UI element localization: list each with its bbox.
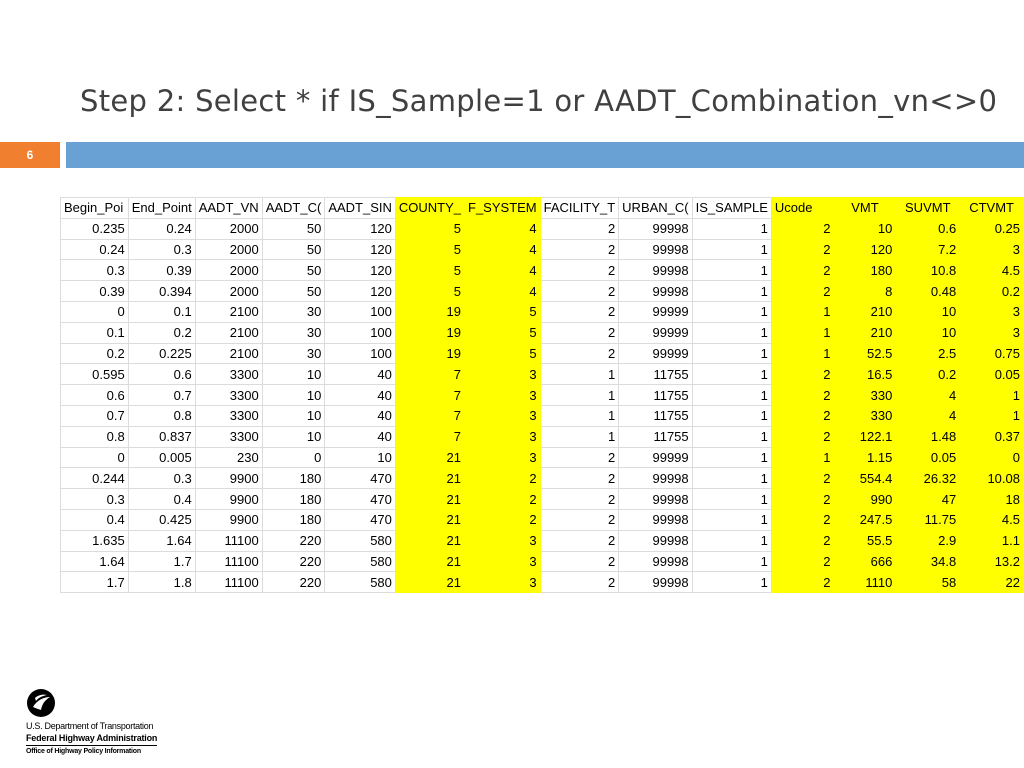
table-cell: 120 (325, 218, 396, 239)
column-header: SUVMT (896, 198, 960, 219)
table-cell: 9900 (195, 468, 262, 489)
table-row (61, 509, 1024, 530)
table-cell: 247.5 (834, 509, 896, 530)
table-cell: 1 (540, 385, 619, 406)
table-cell: 21 (395, 489, 464, 510)
table-cell: 5 (465, 301, 541, 322)
table-cell: 30 (262, 343, 325, 364)
table-cell: 0.4 (128, 489, 195, 510)
table-cell: 5 (395, 218, 464, 239)
table-cell: 10 (325, 447, 396, 468)
table-cell: 0.48 (896, 281, 960, 302)
table-cell: 0 (61, 301, 129, 322)
table-cell: 1.7 (128, 551, 195, 572)
table-cell: 7 (395, 405, 464, 426)
table-cell: 1.48 (896, 426, 960, 447)
table-cell: 1 (540, 364, 619, 385)
table-cell: 1 (692, 405, 771, 426)
table-cell: 2.9 (896, 530, 960, 551)
column-header: VMT (834, 198, 896, 219)
table-cell: 99998 (619, 468, 692, 489)
table-cell: 9900 (195, 509, 262, 530)
table-cell: 7 (395, 426, 464, 447)
table-cell: 470 (325, 489, 396, 510)
table-cell: 470 (325, 509, 396, 530)
table-cell: 580 (325, 551, 396, 572)
table-cell: 220 (262, 530, 325, 551)
table-cell: 22 (960, 572, 1024, 593)
table-cell: 3 (465, 364, 541, 385)
table-cell: 3 (960, 301, 1024, 322)
table-cell: 1 (771, 301, 834, 322)
table-cell: 2 (771, 489, 834, 510)
table-row (61, 385, 1024, 406)
table-cell: 2 (540, 509, 619, 530)
table-cell: 10 (262, 364, 325, 385)
table-cell: 0.3 (61, 489, 129, 510)
table-cell: 2 (540, 551, 619, 572)
table-cell: 3300 (195, 405, 262, 426)
table-cell: 2 (771, 218, 834, 239)
column-header: FACILITY_T (540, 198, 619, 219)
table-cell: 40 (325, 364, 396, 385)
table-cell: 5 (465, 343, 541, 364)
table-cell: 180 (834, 260, 896, 281)
table-cell: 0.244 (61, 468, 129, 489)
table-cell: 0 (61, 447, 129, 468)
table-row (61, 260, 1024, 281)
table-cell: 1.15 (834, 447, 896, 468)
table-cell: 10 (262, 405, 325, 426)
table-cell: 1 (692, 489, 771, 510)
table-cell: 10 (896, 301, 960, 322)
table-cell: 180 (262, 468, 325, 489)
table-cell: 99998 (619, 572, 692, 593)
table-cell: 0.394 (128, 281, 195, 302)
table-cell: 1 (692, 301, 771, 322)
office-name: Office of Highway Policy Information (26, 748, 141, 755)
table-cell: 1 (540, 405, 619, 426)
table-cell: 120 (325, 239, 396, 260)
table-cell: 0.05 (896, 447, 960, 468)
table-cell: 11755 (619, 364, 692, 385)
table-cell: 11100 (195, 572, 262, 593)
table-cell: 180 (262, 489, 325, 510)
table-cell: 0.2 (896, 364, 960, 385)
table-cell: 7 (395, 385, 464, 406)
table-cell: 9900 (195, 489, 262, 510)
dept-name: U.S. Department of Transportation (26, 721, 154, 731)
table-cell: 2 (540, 447, 619, 468)
table-cell: 1 (692, 343, 771, 364)
table-cell: 0.8 (128, 405, 195, 426)
table-cell: 11100 (195, 551, 262, 572)
table-cell: 2 (771, 385, 834, 406)
table-cell: 470 (325, 468, 396, 489)
table-cell: 1 (771, 322, 834, 343)
table-cell: 2 (465, 468, 541, 489)
table-header-row (61, 198, 1024, 219)
table-cell: 4 (896, 385, 960, 406)
table-cell: 1.7 (61, 572, 129, 593)
table-cell: 47 (896, 489, 960, 510)
table-cell: 4.5 (960, 260, 1024, 281)
table-cell: 2 (540, 260, 619, 281)
table-cell: 2100 (195, 301, 262, 322)
table-cell: 100 (325, 301, 396, 322)
table-cell: 1 (692, 551, 771, 572)
table-cell: 40 (325, 405, 396, 426)
column-header: AADT_C( (262, 198, 325, 219)
column-header: CTVMT (960, 198, 1024, 219)
table-cell: 4 (896, 405, 960, 426)
table-cell: 2100 (195, 322, 262, 343)
table-cell: 10.08 (960, 468, 1024, 489)
table-cell: 8 (834, 281, 896, 302)
table-cell: 4 (465, 239, 541, 260)
table-cell: 0.1 (128, 301, 195, 322)
table-cell: 99999 (619, 343, 692, 364)
table-cell: 10 (834, 218, 896, 239)
table-row (61, 218, 1024, 239)
column-header: End_Point (128, 198, 195, 219)
table-cell: 2 (771, 239, 834, 260)
table-cell: 1 (692, 322, 771, 343)
table-row (61, 301, 1024, 322)
table-cell: 1 (540, 426, 619, 447)
table-cell: 1 (692, 385, 771, 406)
table-cell: 0.2 (960, 281, 1024, 302)
table-cell: 18 (960, 489, 1024, 510)
table-cell: 0.425 (128, 509, 195, 530)
table-cell: 7.2 (896, 239, 960, 260)
table-cell: 1 (692, 364, 771, 385)
table-cell: 4 (465, 218, 541, 239)
table-cell: 2 (540, 530, 619, 551)
table-cell: 7 (395, 364, 464, 385)
table-cell: 5 (395, 281, 464, 302)
table-cell: 0.37 (960, 426, 1024, 447)
table-cell: 1110 (834, 572, 896, 593)
table-cell: 10 (896, 322, 960, 343)
table-cell: 230 (195, 447, 262, 468)
table-cell: 4.5 (960, 509, 1024, 530)
table-cell: 3 (465, 530, 541, 551)
table-cell: 99998 (619, 489, 692, 510)
table-cell: 1 (692, 260, 771, 281)
table-cell: 99998 (619, 509, 692, 530)
table-cell: 180 (262, 509, 325, 530)
table-row (61, 322, 1024, 343)
table-cell: 330 (834, 405, 896, 426)
table-cell: 19 (395, 343, 464, 364)
table-row (61, 572, 1024, 593)
table-cell: 0.3 (128, 468, 195, 489)
table-cell: 2 (540, 218, 619, 239)
table-cell: 0.837 (128, 426, 195, 447)
column-header: F_SYSTEM (465, 198, 541, 219)
data-table (60, 197, 1024, 593)
table-cell: 4 (465, 260, 541, 281)
table-cell: 99998 (619, 530, 692, 551)
table-cell: 1 (771, 447, 834, 468)
table-cell: 0.7 (128, 385, 195, 406)
table-cell: 5 (395, 239, 464, 260)
table-cell: 99999 (619, 447, 692, 468)
table-cell: 3 (465, 426, 541, 447)
table-cell: 0.6 (128, 364, 195, 385)
table-row (61, 364, 1024, 385)
table-cell: 2 (540, 322, 619, 343)
table-cell: 100 (325, 322, 396, 343)
table-cell: 666 (834, 551, 896, 572)
column-header: Begin_Poi (61, 198, 129, 219)
table-cell: 11755 (619, 426, 692, 447)
column-header: AADT_SIN (325, 198, 396, 219)
table-cell: 2 (540, 281, 619, 302)
table-cell: 2 (540, 468, 619, 489)
table-cell: 1 (692, 218, 771, 239)
table-cell: 0.595 (61, 364, 129, 385)
table-cell: 1 (692, 447, 771, 468)
table-cell: 2 (465, 509, 541, 530)
table-cell: 1 (692, 530, 771, 551)
table-cell: 30 (262, 322, 325, 343)
table-cell: 3300 (195, 426, 262, 447)
table-cell: 2000 (195, 218, 262, 239)
table-cell: 990 (834, 489, 896, 510)
table-cell: 50 (262, 239, 325, 260)
table-cell: 99998 (619, 260, 692, 281)
table-cell: 1 (771, 343, 834, 364)
dot-logo-icon (26, 688, 56, 718)
table-cell: 1 (692, 239, 771, 260)
table-cell: 1.635 (61, 530, 129, 551)
table-row (61, 551, 1024, 572)
table-cell: 3 (960, 322, 1024, 343)
table-cell: 2 (771, 551, 834, 572)
table-cell: 99998 (619, 551, 692, 572)
table-cell: 2 (771, 364, 834, 385)
table-cell: 3 (465, 447, 541, 468)
table-cell: 3 (465, 405, 541, 426)
table-cell: 3 (960, 239, 1024, 260)
table-cell: 100 (325, 343, 396, 364)
table-row (61, 530, 1024, 551)
table-cell: 2 (465, 489, 541, 510)
table-cell: 1 (692, 509, 771, 530)
table-cell: 0.05 (960, 364, 1024, 385)
table-cell: 11755 (619, 385, 692, 406)
table-cell: 10.8 (896, 260, 960, 281)
table-cell: 1.8 (128, 572, 195, 593)
table-cell: 5 (395, 260, 464, 281)
table-cell: 99998 (619, 239, 692, 260)
table-cell: 21 (395, 572, 464, 593)
table-cell: 10 (262, 385, 325, 406)
table-row (61, 468, 1024, 489)
table-cell: 4 (465, 281, 541, 302)
table-cell: 21 (395, 551, 464, 572)
table-cell: 2 (771, 509, 834, 530)
table-cell: 0.1 (61, 322, 129, 343)
column-header: Ucode (771, 198, 834, 219)
table-cell: 0.4 (61, 509, 129, 530)
table-cell: 0.235 (61, 218, 129, 239)
table-cell: 1 (960, 405, 1024, 426)
table-cell: 2 (771, 281, 834, 302)
table-cell: 0.3 (61, 260, 129, 281)
table-cell: 2 (771, 572, 834, 593)
table-cell: 13.2 (960, 551, 1024, 572)
table-cell: 210 (834, 322, 896, 343)
table-cell: 2 (540, 343, 619, 364)
table-cell: 21 (395, 447, 464, 468)
table-cell: 26.32 (896, 468, 960, 489)
table-cell: 0.2 (128, 322, 195, 343)
table-cell: 2 (540, 489, 619, 510)
table-cell: 210 (834, 301, 896, 322)
table-cell: 2 (771, 260, 834, 281)
table-cell: 0.39 (128, 260, 195, 281)
table-cell: 0.6 (61, 385, 129, 406)
table-cell: 0.8 (61, 426, 129, 447)
table-row (61, 426, 1024, 447)
table-row (61, 281, 1024, 302)
table-cell: 3 (465, 385, 541, 406)
table-cell: 0.24 (61, 239, 129, 260)
table-cell: 11100 (195, 530, 262, 551)
table-cell: 0.39 (61, 281, 129, 302)
column-header: COUNTY_ (395, 198, 464, 219)
table-cell: 0.6 (896, 218, 960, 239)
table-cell: 120 (325, 281, 396, 302)
table-cell: 0.75 (960, 343, 1024, 364)
table-cell: 0 (262, 447, 325, 468)
table-cell: 34.8 (896, 551, 960, 572)
table-cell: 580 (325, 572, 396, 593)
table-cell: 2000 (195, 281, 262, 302)
table-cell: 50 (262, 281, 325, 302)
table-cell: 19 (395, 322, 464, 343)
table-cell: 30 (262, 301, 325, 322)
table-cell: 11755 (619, 405, 692, 426)
table-cell: 58 (896, 572, 960, 593)
column-header: IS_SAMPLE (692, 198, 771, 219)
table-cell: 99998 (619, 218, 692, 239)
fhwa-logo (26, 688, 157, 758)
table-cell: 40 (325, 385, 396, 406)
table-cell: 2.5 (896, 343, 960, 364)
table-cell: 120 (325, 260, 396, 281)
table-cell: 0.225 (128, 343, 195, 364)
table-cell: 1 (692, 426, 771, 447)
table-cell: 580 (325, 530, 396, 551)
table-cell: 5 (465, 322, 541, 343)
table-cell: 99999 (619, 322, 692, 343)
table-cell: 10 (262, 426, 325, 447)
table-cell: 16.5 (834, 364, 896, 385)
table-cell: 99998 (619, 281, 692, 302)
table-cell: 2 (771, 468, 834, 489)
column-header: AADT_VN (195, 198, 262, 219)
agency-name: Federal Highway Administration (26, 732, 157, 746)
table-row (61, 239, 1024, 260)
table-cell: 0.24 (128, 218, 195, 239)
table-cell: 122.1 (834, 426, 896, 447)
table-cell: 220 (262, 551, 325, 572)
table-row (61, 447, 1024, 468)
table-cell: 2100 (195, 343, 262, 364)
table-cell: 19 (395, 301, 464, 322)
slide-title: Step 2: Select * if IS_Sample=1 or AADT_Combination_vn<>0 (80, 84, 998, 118)
table-cell: 2 (771, 405, 834, 426)
table-cell: 1.1 (960, 530, 1024, 551)
table-cell: 99999 (619, 301, 692, 322)
table-cell: 0 (960, 447, 1024, 468)
table-row (61, 405, 1024, 426)
table-cell: 21 (395, 509, 464, 530)
table-cell: 0.005 (128, 447, 195, 468)
table-cell: 2 (540, 239, 619, 260)
table-cell: 2000 (195, 260, 262, 281)
table-cell: 1 (692, 468, 771, 489)
table-cell: 52.5 (834, 343, 896, 364)
table-cell: 2 (540, 301, 619, 322)
table-cell: 1 (692, 572, 771, 593)
table-cell: 330 (834, 385, 896, 406)
table-cell: 3 (465, 551, 541, 572)
table-cell: 3 (465, 572, 541, 593)
table-cell: 3300 (195, 385, 262, 406)
table-cell: 1.64 (128, 530, 195, 551)
table-cell: 1.64 (61, 551, 129, 572)
table-cell: 2 (540, 572, 619, 593)
table-cell: 50 (262, 218, 325, 239)
table-cell: 0.7 (61, 405, 129, 426)
table-cell: 3300 (195, 364, 262, 385)
table-row (61, 489, 1024, 510)
table-cell: 2 (771, 426, 834, 447)
table-cell: 21 (395, 468, 464, 489)
table-cell: 1 (960, 385, 1024, 406)
table-cell: 40 (325, 426, 396, 447)
header-bar (66, 142, 1024, 168)
table-cell: 220 (262, 572, 325, 593)
table-cell: 120 (834, 239, 896, 260)
table-cell: 50 (262, 260, 325, 281)
table-cell: 2000 (195, 239, 262, 260)
table-cell: 55.5 (834, 530, 896, 551)
table-cell: 0.25 (960, 218, 1024, 239)
table-cell: 1 (692, 281, 771, 302)
table-cell: 2 (771, 530, 834, 551)
table-cell: 0.2 (61, 343, 129, 364)
table-cell: 554.4 (834, 468, 896, 489)
table-cell: 21 (395, 530, 464, 551)
slide-number: 6 (0, 142, 60, 168)
table-cell: 11.75 (896, 509, 960, 530)
column-header: URBAN_C( (619, 198, 692, 219)
table-cell: 0.3 (128, 239, 195, 260)
table-row (61, 343, 1024, 364)
